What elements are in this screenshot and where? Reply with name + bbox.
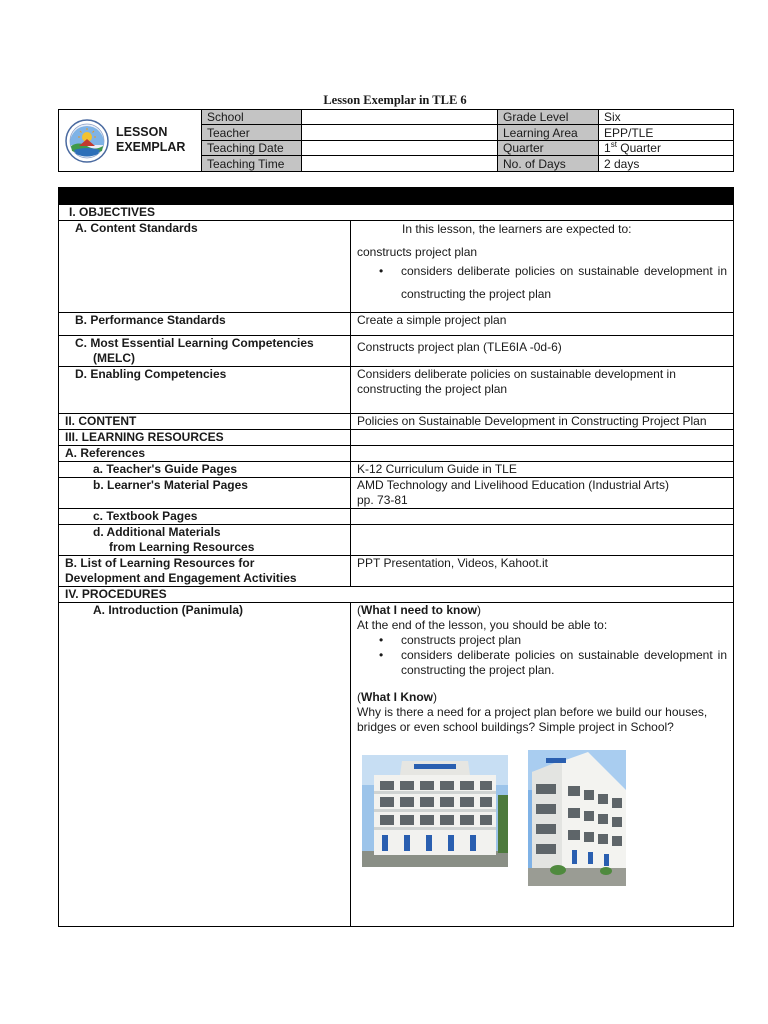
content-standards-bullets: [357, 260, 727, 306]
quarter-word: Quarter: [616, 141, 661, 156]
building-photos: [357, 755, 727, 895]
what-i-know-title: What I Know: [361, 690, 433, 704]
content-standards-line: constructs project plan: [357, 245, 478, 259]
what-i-need-heading: (What I need to know): [357, 603, 481, 617]
additional-materials-label: [59, 525, 351, 556]
content-standards-value: [351, 221, 734, 313]
list-resources-line1: B. List of Learning Resources for: [65, 556, 255, 570]
what-i-know-heading: (What I Know): [357, 690, 437, 704]
table-row: [59, 205, 734, 221]
procedures-heading: IV. PROCEDURES: [59, 587, 734, 603]
table-row: [59, 446, 734, 462]
enabling-competencies-label: D. Enabling Competencies: [59, 367, 351, 414]
additional-materials-line1: d. Additional Materials: [93, 525, 221, 539]
textbook-pages-label: c. Textbook Pages: [59, 509, 351, 525]
content-value: Policies on Sustainable Development in Constructing Project Plan: [351, 414, 734, 430]
introduction-value: [351, 603, 734, 927]
table-row: [59, 430, 734, 446]
logo-text-line2: EXEMPLAR: [116, 140, 186, 154]
logo-text-line1: LESSON: [116, 125, 168, 139]
learning-area-label: Learning Area: [498, 125, 599, 141]
melc-label: [59, 336, 351, 367]
content-standards-label: A. Content Standards: [59, 221, 351, 313]
teacher-value: [302, 125, 498, 141]
quarter-suffix: st: [610, 140, 617, 150]
school-value: [302, 110, 498, 125]
teaching-date-label: Teaching Date: [202, 140, 302, 156]
table-row: [59, 478, 734, 509]
table-row: [59, 462, 734, 478]
building-photo-front: [362, 755, 508, 867]
header-row: [202, 125, 734, 141]
what-i-need-title: What I need to know: [361, 603, 477, 617]
additional-materials-line2: from Learning Resources: [109, 540, 255, 554]
learners-material-label: b. Learner's Material Pages: [59, 478, 351, 509]
content-standards-intro: In this lesson, the learners are expected to:: [402, 222, 632, 236]
melc-value: Constructs project plan (TLE6IA -0d-6): [351, 336, 734, 367]
learners-material-line1: AMD Technology and Livelihood Education (Industrial Arts): [357, 478, 669, 492]
grade-level-label: Grade Level: [498, 110, 599, 125]
building-photo-side: [528, 750, 626, 886]
performance-standards-label: B. Performance Standards: [59, 313, 351, 336]
introduction-label: A. Introduction (Panimula): [59, 603, 351, 927]
teaching-time-value: [302, 156, 498, 171]
table-row: [59, 313, 734, 336]
table-row: [59, 221, 734, 313]
performance-standards-value: Create a simple project plan: [351, 313, 734, 336]
table-header-bar: [59, 188, 734, 205]
school-label: School: [202, 110, 302, 125]
objectives-heading: I. OBJECTIVES: [59, 205, 734, 221]
list-item: • constructs project plan: [401, 633, 727, 648]
content-label: II. CONTENT: [59, 414, 351, 430]
what-i-know-text: Why is there a need for a project plan before we build our houses, bridges or even school buildings? Simple project in School?: [357, 705, 708, 734]
melc-label-line1: C. Most Essential Learning Competencies: [75, 336, 314, 350]
document-title: Lesson Exemplar in TLE 6: [323, 93, 467, 107]
table-row: [59, 509, 734, 525]
learning-resources-heading: III. LEARNING RESOURCES: [59, 430, 351, 446]
learning-area-value: EPP/TLE: [599, 125, 734, 141]
what-i-need-bullets: [357, 633, 727, 678]
teaching-time-label: Teaching Time: [202, 156, 302, 171]
learners-material-line2: pp. 73-81: [357, 493, 408, 507]
table-row: [59, 525, 734, 556]
quarter-label: Quarter: [498, 140, 599, 156]
list-item: • considers deliberate policies on sustainable development in constructing the project plan.: [401, 648, 727, 678]
header-info-table: [201, 110, 733, 171]
teaching-date-value: [302, 140, 498, 156]
quarter-value: [599, 140, 734, 156]
table-row: [59, 336, 734, 367]
references-label: A. References: [59, 446, 351, 462]
table-row: [59, 367, 734, 414]
grade-level-value: Six: [599, 110, 734, 125]
table-row: [59, 603, 734, 927]
list-resources-value: PPT Presentation, Videos, Kahoot.it: [351, 556, 734, 587]
teachers-guide-label: a. Teacher's Guide Pages: [59, 462, 351, 478]
table-row: [59, 587, 734, 603]
header-row: [202, 156, 734, 171]
list-item: • considers deliberate policies on sustainable development in constructing the project plan: [401, 260, 727, 306]
days-value: 2 days: [599, 156, 734, 171]
what-i-need-text: At the end of the lesson, you should be able to:: [357, 618, 608, 632]
header-row: [202, 110, 734, 125]
quarter-number: 1: [604, 141, 611, 156]
melc-label-line2: (MELC): [93, 351, 135, 365]
lesson-header: [58, 109, 734, 172]
days-label: No. of Days: [498, 156, 599, 171]
enabling-competencies-value: Considers deliberate policies on sustainable development in constructing the project plan: [351, 367, 734, 414]
teachers-guide-value: K-12 Curriculum Guide in TLE: [351, 462, 734, 478]
list-resources-label: [59, 556, 351, 587]
list-resources-line2: Development and Engagement Activities: [65, 571, 297, 585]
logo-text: [116, 125, 185, 155]
lesson-plan-table: [58, 187, 734, 927]
header-row: [202, 140, 734, 156]
learners-material-value: [351, 478, 734, 509]
table-row: [59, 414, 734, 430]
teacher-label: Teacher: [202, 125, 302, 141]
table-row: [59, 556, 734, 587]
school-logo-icon: [65, 119, 109, 163]
logo-cell: [59, 110, 202, 171]
